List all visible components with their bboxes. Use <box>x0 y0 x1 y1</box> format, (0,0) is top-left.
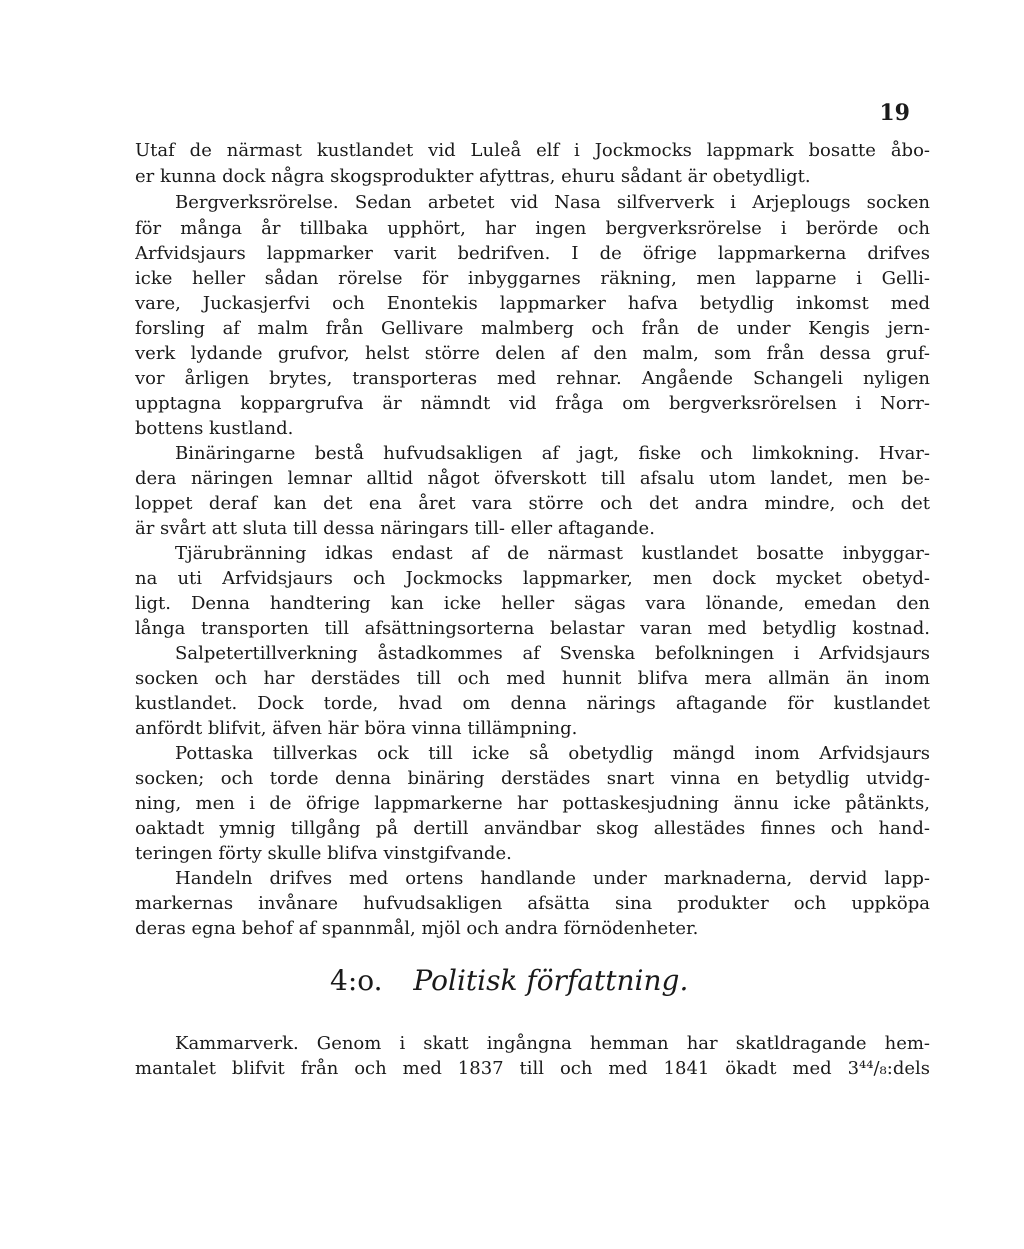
text-line: teringen förty skulle blifva vinstgifvande. <box>135 843 512 864</box>
text-line: är svårt att sluta till dessa näringars till- eller aftagande. <box>135 518 655 539</box>
text-line: kustlandet. Dock torde, hvad om denna närings aftagande för kustlandet <box>135 693 930 714</box>
text-line: för många år tillbaka upphört, har ingen bergverksrörelse i berörde och <box>135 218 930 239</box>
text-line: dera näringen lemnar alltid något öfverskott till afsalu utom landet, men be- <box>135 468 930 489</box>
text-line: långa transporten till afsättningsorterna belastar varan med betydlig kostnad. <box>135 618 930 639</box>
text-line: ning, men i de öfrige lappmarkerne har pottaskesjudning ännu icke påtänkts, <box>135 793 930 814</box>
text-line: forsling af malm från Gellivare malmberg och från de under Kengis jern- <box>135 318 930 339</box>
section-heading-title: Politisk författning. <box>413 964 689 997</box>
text-line: Utaf de närmast kustlandet vid Luleå elf i Jockmocks lappmark bosatte åbo- <box>135 140 930 161</box>
text-line: vare, Juckasjerfvi och Enontekis lappmarker hafva betydlig inkomst med <box>135 293 930 314</box>
text-line: icke heller sådan rörelse för inbyggarnes räkning, men lapparne i Gelli- <box>135 268 930 289</box>
text-line: Binäringarne bestå hufvudsakligen af jagt, fiske och limkokning. Hvar- <box>175 443 930 464</box>
text-line: deras egna behof af spannmål, mjöl och andra förnödenheter. <box>135 918 699 939</box>
text-line: Bergverksrörelse. Sedan arbetet vid Nasa silfververk i Arjeplougs socken <box>175 192 930 213</box>
text-line: Handeln drifves med ortens handlande under marknaderna, dervid lapp- <box>175 868 930 889</box>
text-line: oaktadt ymnig tillgång på dertill användbar skog allestädes finnes och hand- <box>135 818 930 839</box>
text-line: ligt. Denna handtering kan icke heller sägas vara lönande, emedan den <box>135 593 930 614</box>
text-line: upptagna koppargrufva är nämndt vid fråga om bergverksrörelsen i Norr- <box>135 393 930 414</box>
text-line: Pottaska tillverkas ock till icke så obetydlig mängd inom Arfvidsjaurs <box>175 743 930 764</box>
section-heading <box>330 964 688 997</box>
text-line: anfördt blifvit, äfven här böra vinna tillämpning. <box>135 718 578 739</box>
text-line: loppet deraf kan det ena året vara större och det andra mindre, och det <box>135 493 930 514</box>
text-line: na uti Arfvidsjaurs och Jockmocks lappmarker, men dock mycket obetyd- <box>135 568 930 589</box>
text-line: Kammarverk. Genom i skatt ingångna hemman har skatldragande hem- <box>175 1033 930 1054</box>
page-number: 19 <box>879 100 910 126</box>
text-line: verk lydande grufvor, helst större delen af den malm, som från dessa gruf- <box>135 343 930 364</box>
section-heading-number: 4:o. <box>330 964 383 997</box>
text-line: mantalet blifvit från och med 1837 till och med 1841 ökadt med 3⁴⁴/₈:dels <box>135 1058 930 1079</box>
text-line: socken och har derstädes till och med hunnit blifva mera allmän än inom <box>135 668 930 689</box>
text-line: bottens kustland. <box>135 418 294 439</box>
text-line: er kunna dock några skogsprodukter afyttras, ehuru sådant är obetydligt. <box>135 166 811 187</box>
text-line: Salpetertillverkning åstadkommes af Svenska befolkningen i Arfvidsjaurs <box>175 643 930 664</box>
text-line: vor årligen brytes, transporteras med rehnar. Angående Schangeli nyligen <box>135 368 930 389</box>
text-line: Tjärubränning idkas endast af de närmast kustlandet bosatte inbyggar- <box>175 543 930 564</box>
text-line: Arfvidsjaurs lappmarker varit bedrifven. I de öfrige lappmarkerna drifves <box>135 243 930 264</box>
text-line: markernas invånare hufvudsakligen afsätta sina produkter och uppköpa <box>135 893 930 914</box>
text-line: socken; och torde denna binäring derstädes snart vinna en betydlig utvidg- <box>135 768 930 789</box>
